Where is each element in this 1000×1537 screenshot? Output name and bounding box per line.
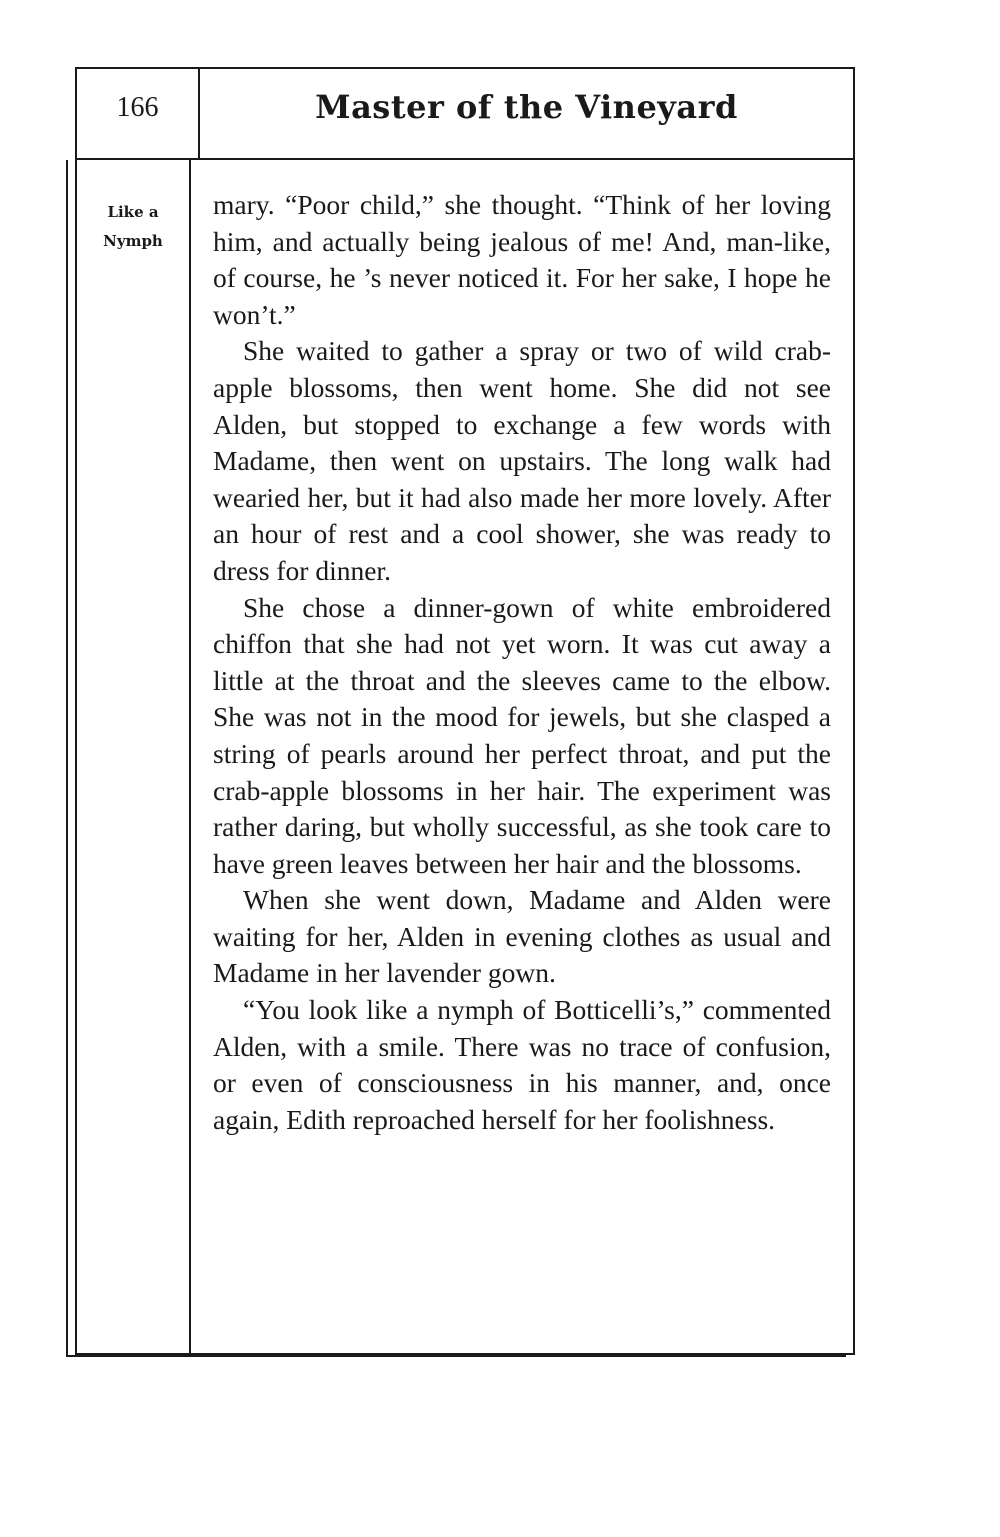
page-number: 166 (116, 92, 159, 123)
paragraph: “You look like a nymph of Botticelli’s,” commented Alden, with a smile. There was no trace of confusion, or even of consciousness in his manner, and, once again, Edith reproached herself for her foolishness. (213, 994, 831, 1135)
side-note-line-1: Like a (107, 203, 159, 221)
running-head: Master of the Vineyard (315, 88, 738, 126)
header-divider (77, 158, 853, 160)
paragraph: mary. “Poor child,” she thought. “Think of her loving him, and actually being jealous of me! And, man-like, of course, he ’s never noticed it. For her sake, I hope he won’t.” (213, 189, 831, 330)
side-note-line-2: Nymph (103, 232, 163, 250)
paragraph: When she went down, Madame and Alden were waiting for her, Alden in evening clothes as usual and Madame in her lavender gown. (213, 884, 831, 989)
body-text (213, 187, 831, 1138)
outer-left-rule (66, 160, 68, 1357)
paragraph: She waited to gather a spray or two of wild crab-apple blossoms, then went home. She did not see Alden, but stopped to exchange a few words with Madame, then went on upstairs. The long walk had wearied her, but it had also made her more lovely. After an hour of rest and a cool shower, she was ready to dress for dinner. (213, 335, 831, 586)
side-note (77, 198, 189, 256)
margin-column-divider (189, 160, 191, 1353)
paragraph: She chose a dinner-gown of white embroidered chiffon that she had not yet worn. It was cut away a little at the throat and the sleeves came to the elbow. She was not in the mood for jewels, but she clasped a string of pearls around her perfect throat, and put the crab-apple blossoms in her hair. The experiment was rather daring, but wholly successful, as she took care to have green leaves between her hair and the blossoms. (213, 591, 831, 879)
outer-bottom-rule (66, 1355, 846, 1357)
